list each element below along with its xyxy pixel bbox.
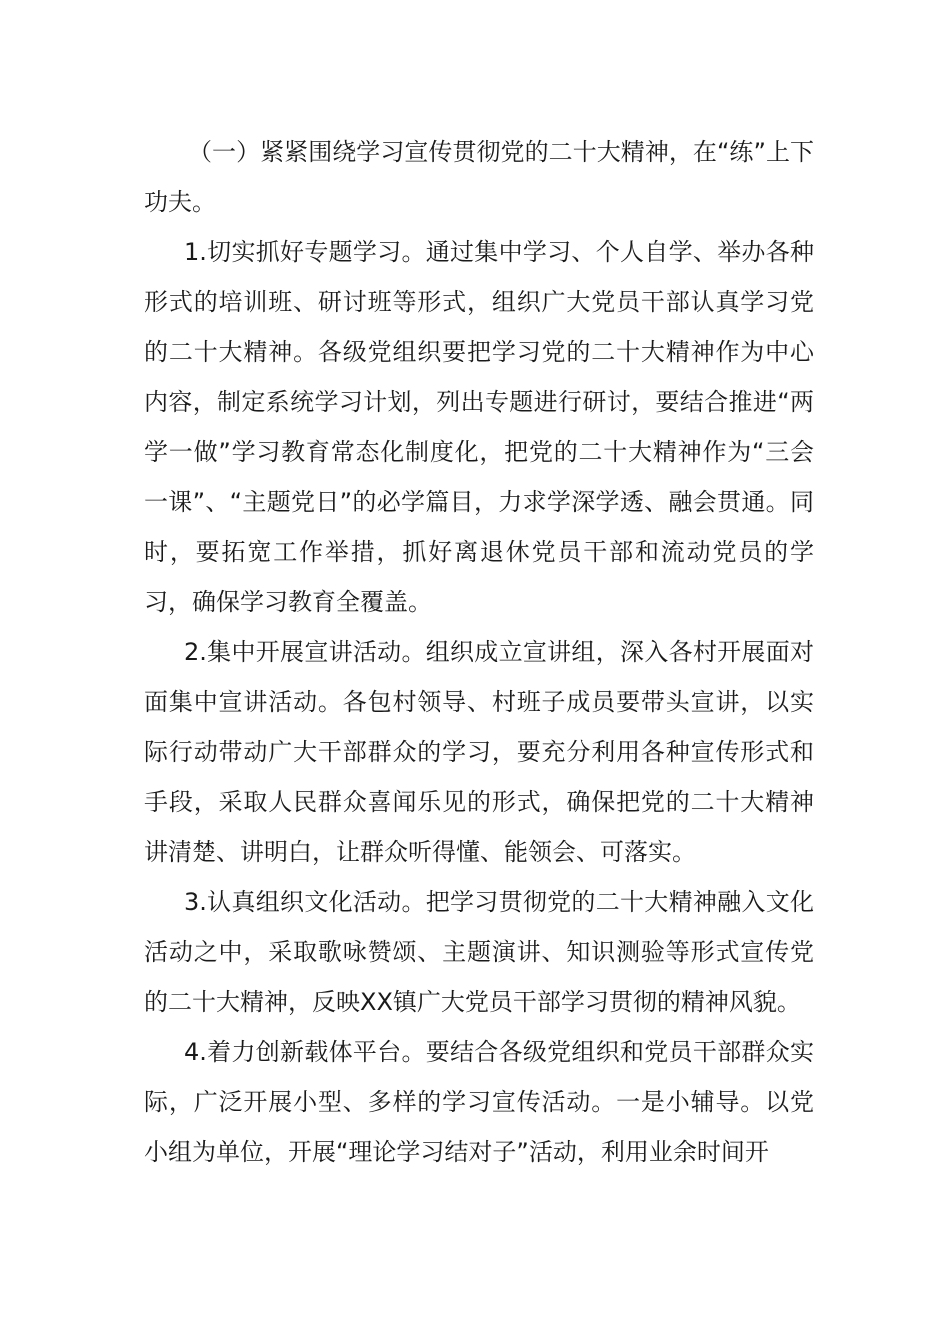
paragraph-4: 4.着力创新载体平台。要结合各级党组织和党员干部群众实际，广泛开展小型、多样的学习宣传活动。一是小辅导。以党小组为单位，开展“理论学习结对子”活动，利用业余时间开 — [144, 1038, 814, 1166]
section-heading: （一）紧紧围绕学习宣传贯彻党的二十大精神，在“练”上下功夫。 — [144, 138, 814, 216]
paragraph-2: 2.集中开展宣讲活动。组织成立宣讲组，深入各村开展面对面集中宣讲活动。各包村领导、村班子成员要带头宣讲，以实际行动带动广大干部群众的学习，要充分利用各种宣传形式和手段，采取人民群众喜闻乐见的形式，确保把党的二十大精神讲清楚、讲明白，让群众听得懂、能领会、可落实。 — [144, 638, 814, 866]
paragraph-3: 3.认真组织文化活动。把学习贯彻党的二十大精神融入文化活动之中，采取歌咏赞颂、主题演讲、知识测验等形式宣传党的二十大精神，反映XX镇广大党员干部学习贯彻的精神风貌。 — [144, 888, 814, 1016]
document-body — [144, 127, 814, 1177]
paragraph-1: 1.切实抓好专题学习。通过集中学习、个人自学、举办各种形式的培训班、研讨班等形式，组织广大党员干部认真学习党的二十大精神。各级党组织要把学习党的二十大精神作为中心内容，制定系统学习计划，列出专题进行研讨，要结合推进“两学一做”学习教育常态化制度化，把党的二十大精神作为“三会一课”、“主题党日”的必学篇目，力求学深学透、融会贯通。同时，要拓宽工作举措，抓好离退休党员干部和流动党员的学习，确保学习教育全覆盖。 — [144, 238, 814, 616]
